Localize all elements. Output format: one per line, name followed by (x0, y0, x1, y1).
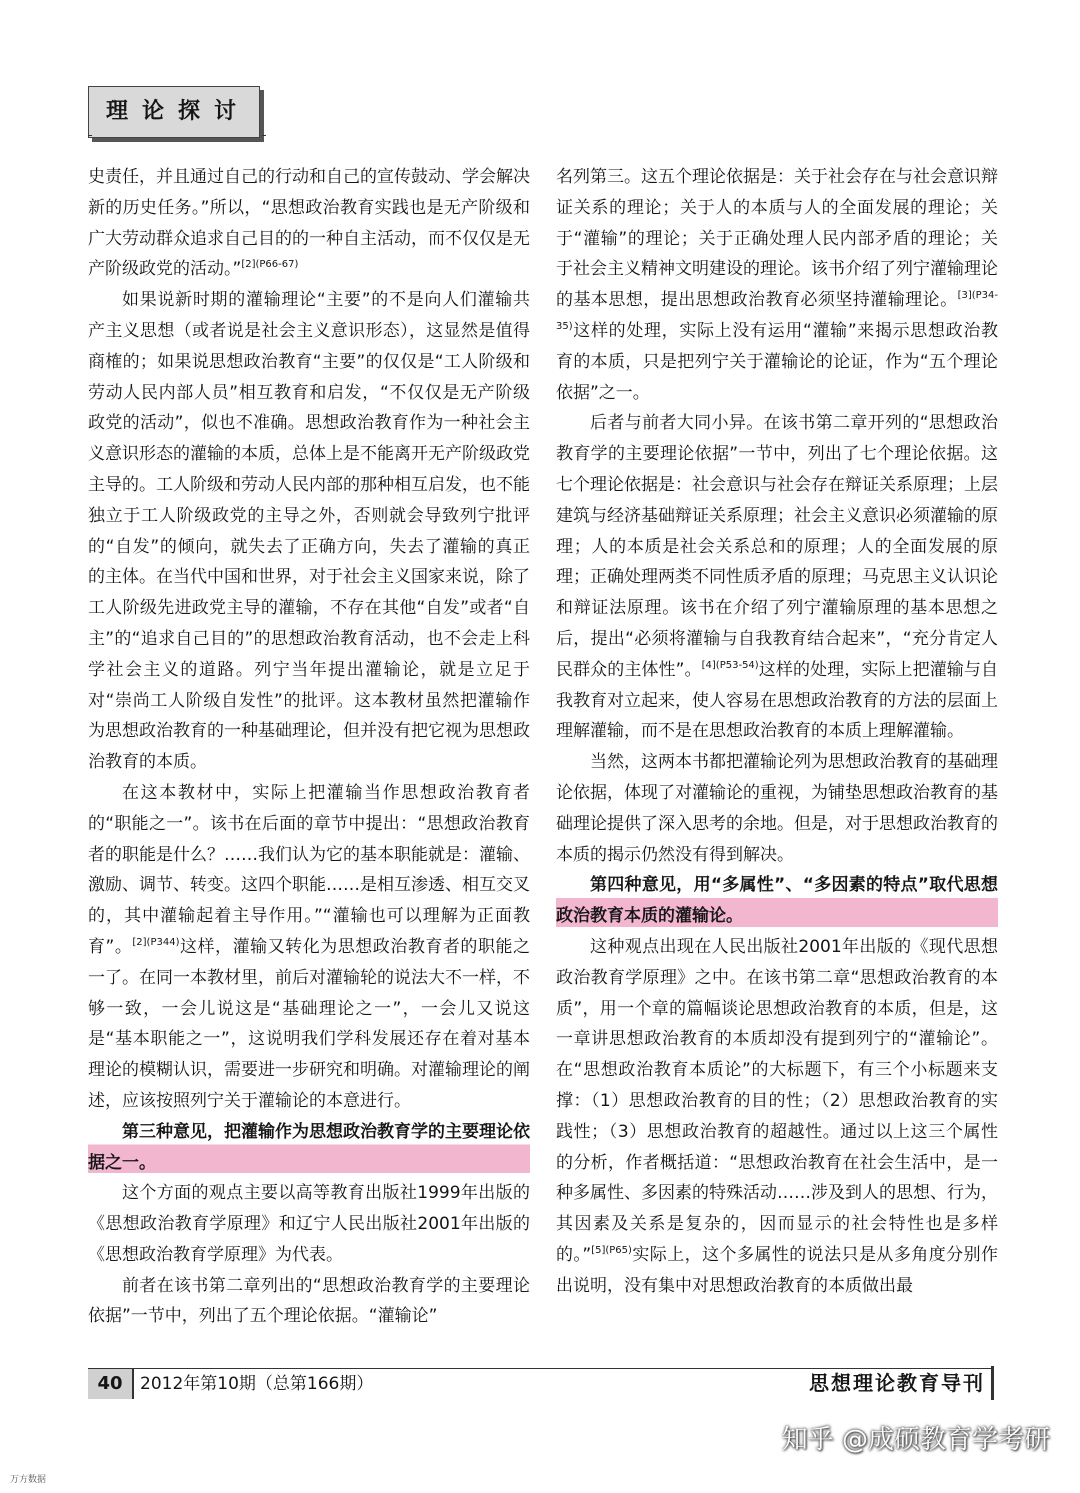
paragraph: 前者在该书第二章列出的“思想政治教育学的主要理论依据”一节中，列出了五个理论依据。“灌输论” (88, 1275, 530, 1327)
database-mark: 万方数据 (10, 1475, 47, 1485)
page-number: 40 (88, 1369, 134, 1399)
issue-info: 2012年第10期（总第166期） (140, 1374, 374, 1394)
header-rule-right (262, 135, 266, 136)
zhihu-watermark: 知乎 @成硕教育学考研 (781, 1425, 1050, 1455)
paragraph: 名列第三。这五个理论依据是：关于社会存在与社会意识辩证关系的理论；关于人的本质与人的全面发展的理论；关于“灌输”的理论；关于正确处理人民内部矛盾的理论；关于社会主义精神文明建设的理论。该书介绍了列宁灌输理论的基本思想，提出思想政治教育必须坚持灌输理论。$^{[3](P34-35)}$这样的处理，实际上没有运用“灌输”来揭示思想政治教育的本质，只是把列宁关于灌输论的论证，作为“五个理论依据”之一。 (556, 167, 998, 403)
section-title: 理论探讨 (105, 99, 250, 124)
paragraph: 当然，这两本书都把灌输论列为思想政治教育的基础理论依据，体现了对灌输论的重视，为铺垫思想政治教育的基础理论提供了深入思考的余地。但是，对于思想政治教育的本质的揭示仍然没有得到解决。 (556, 752, 998, 865)
right-column (556, 162, 998, 1301)
paragraph: 这个方面的观点主要以高等教育出版社1999年出版的《思想政治教育学原理》和辽宁人民出版社2001年出版的《思想政治教育学原理》为代表。 (88, 1183, 530, 1265)
highlighted-opinion-heading: 第四种意见，用“多属性”、“多因素的特点”取代思想政治教育本质的灌输论。 (556, 870, 998, 932)
paragraph: 史责任，并且通过自己的行动和自己的宣传鼓动、学会解决新的历史任务。”所以，“思想政治教育实践也是无产阶级和广大劳动群众追求自己目的的一种自主活动，而不仅仅是无产阶级政党的活动。”$^{[2](P66-67)}$ (88, 167, 530, 280)
paragraph: 在这本教材中，实际上把灌输当作思想政治教育者的“职能之一”。该书在后面的章节中提出：“思想政治教育者的职能是什么？……我们认为它的基本职能就是：灌输、激励、调节、转变。这四个职能……是相互渗透、相互交叉的，其中灌输起着主导作用。”“灌输也可以理解为正面教育”。$^{[2](P344)}$这样，灌输又转化为思想政治教育者的职能之一了。在同一本教材里，前后对灌输轮的说法大不一样，不够一致，一会儿说这是“基础理论之一”，一会儿又说这是“基本职能之一”，这说明我们学科发展还存在着对基本理论的模糊认识，需要进一步研究和明确。对灌输理论的阐述，应该按照列宁关于灌输论的本意进行。 (88, 782, 530, 1111)
paragraph: 这种观点出现在人民出版社2001年出版的《现代思想政治教育学原理》之中。在该书第二章“思想政治教育的本质”，用一个章的篇幅谈论思想政治教育的本质，但是，这一章讲思想政治教育的本质却没有提到列宁的“灌输论”。在“思想政治教育本质论”的大标题下，有三个小标题来支撑：（1）思想政治教育的目的性；（2）思想政治教育的实践性；（3）思想政治教育的超越性。通过以上这三个属性的分析，作者概括道：“思想政治教育在社会生活中，是一种多属性、多因素的特殊活动……涉及到人的思想、行为，其因素及关系是复杂的，因而显示的社会特性也是多样的。”$^{[5](P65)}$实际上，这个多属性的说法只是从多角度分别作出说明，没有集中对思想政治教育的本质做出最 (556, 936, 999, 1296)
header-rule-left (88, 135, 92, 136)
journal-name: 思想理论教育导刊 (809, 1366, 994, 1400)
left-column (88, 162, 530, 1332)
section-header-box (88, 86, 260, 138)
highlighted-opinion-heading: 第三种意见，把灌输作为思想政治教育学的主要理论依据之一。 (88, 1117, 530, 1179)
paragraph: 后者与前者大同小异。在该书第二章开列的“思想政治教育学的主要理论依据”一节中，列出了七个理论依据。这七个理论依据是：社会意识与社会存在辩证关系原理；上层建筑与经济基础辩证关系原理；社会主义意识必须灌输的原理；人的本质是社会关系总和的原理；人的全面发展的原理；正确处理两类不同性质矛盾的原理；马克思主义认识论和辩证法原理。该书在介绍了列宁灌输原理的基本思想之后，提出“必须将灌输与自我教育结合起来”，“充分肯定人民群众的主体性”。$^{[4](P53-54)}$这样的处理，实际上把灌输与自我教育对立起来，使人容易在思想政治教育的方法的层面上理解灌输，而不是在思想政治教育的本质上理解灌输。 (556, 413, 998, 742)
paragraph: 如果说新时期的灌输理论“主要”的不是向人们灌输共产主义思想（或者说是社会主义意识形态），这显然是值得商榷的；如果说思想政治教育“主要”的仅仅是“工人阶级和劳动人民内部人员”相互教育和启发，“不仅仅是无产阶级政党的活动”，似也不准确。思想政治教育作为一种社会主义意识形态的灌输的本质，总体上是不能离开无产阶级政党主导的。工人阶级和劳动人民内部的那种相互启发，也不能独立于工人阶级政党的主导之外，否则就会导致列宁批评的“自发”的倾向，就失去了正确方向，失去了灌输的真正的主体。在当代中国和世界，对于社会主义国家来说，除了工人阶级先进政党主导的灌输，不存在其他“自发”或者“自主”的“追求自己目的”的思想政治教育活动，也不会走上科学社会主义的道路。列宁当年提出灌输论，就是立足于对“崇尚工人阶级自发性”的批评。这本教材虽然把灌输作为思想政治教育的一种基础理论，但并没有把它视为思想政治教育的本质。 (88, 290, 530, 773)
